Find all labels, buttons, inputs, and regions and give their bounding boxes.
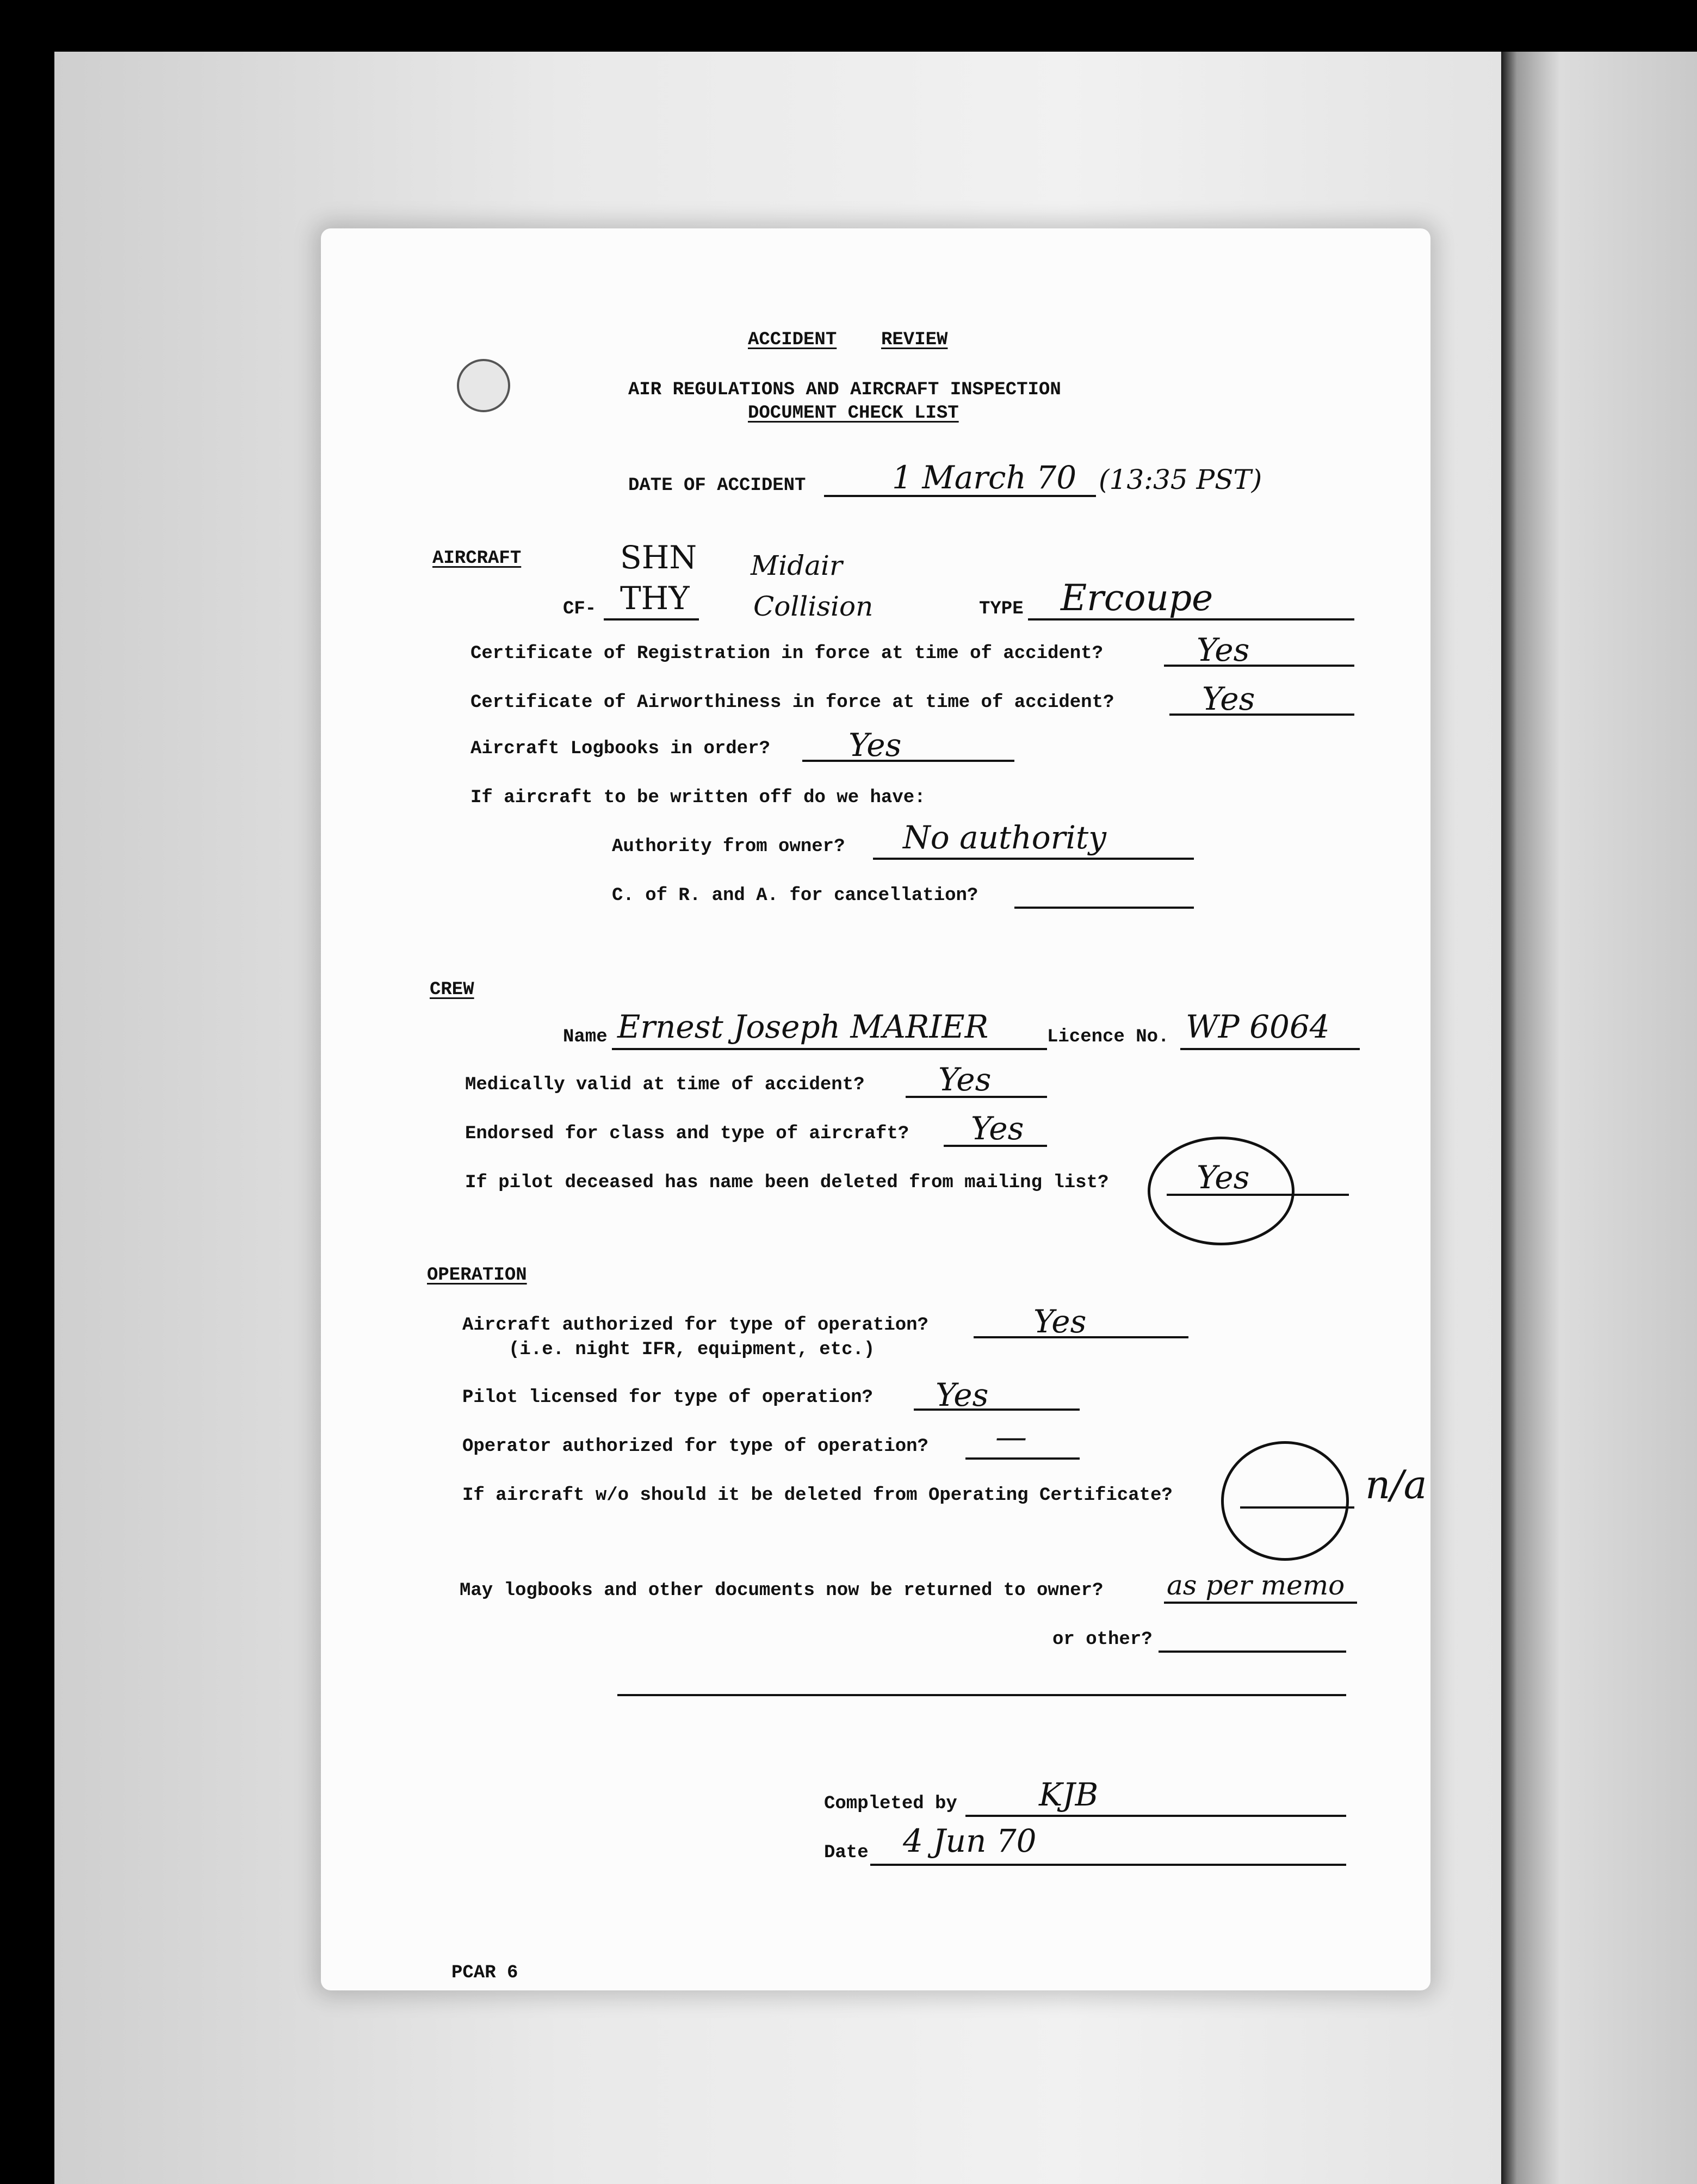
a-airworthiness-line (1169, 713, 1354, 716)
completed-by-line (965, 1815, 1346, 1817)
type-label: TYPE (979, 599, 1024, 619)
completed-by-label: Completed by (824, 1794, 957, 1814)
a-logbooks: Yes (848, 727, 902, 764)
a-registration: Yes (1197, 631, 1250, 668)
q-operator-auth: Operator authorized for type of operation? (462, 1436, 928, 1457)
name-line (612, 1048, 1047, 1050)
q-pilot-licensed: Pilot licensed for type of operation? (462, 1387, 873, 1408)
a-airworthiness: Yes (1202, 680, 1255, 717)
date-of-accident-label: DATE OF ACCIDENT (628, 475, 806, 496)
section-operation-heading: OPERATION (427, 1265, 527, 1286)
q-deleted-oc: If aircraft w/o should it be deleted from Operating Certificate? (462, 1485, 1173, 1506)
a-authority: No authority (903, 819, 1106, 856)
a-cancellation-line (1014, 907, 1194, 909)
form-sheet (321, 228, 1430, 1990)
a-aircraft-auth: Yes (1033, 1303, 1087, 1340)
registration-value-2: THY (620, 580, 690, 617)
a-pilot-licensed: Yes (936, 1376, 989, 1413)
subtitle-line2: DOCUMENT CHECK LIST (748, 403, 959, 424)
a-deceased: Yes (1197, 1159, 1250, 1196)
title-review: REVIEW (881, 330, 948, 350)
circled-struck-answer (1221, 1441, 1349, 1561)
form-code: PCAR 6 (451, 1963, 518, 1983)
type-value: Ercoupe (1061, 577, 1213, 619)
q-written-off: If aircraft to be written off do we have: (470, 787, 926, 808)
a-medical: Yes (938, 1061, 992, 1098)
licence-label: Licence No. (1047, 1027, 1169, 1047)
date-of-accident-time: (13:35 PST) (1099, 464, 1262, 495)
q-aircraft-auth: Aircraft authorized for type of operation? (462, 1315, 928, 1336)
registration-line (604, 618, 699, 621)
name-label: Name (563, 1027, 608, 1047)
q-logbooks: Aircraft Logbooks in order? (470, 739, 770, 759)
q-airworthiness: Certificate of Airworthiness in force at time of accident? (470, 692, 1114, 713)
a-or-other-line (1159, 1651, 1346, 1653)
q-endorsed: Endorsed for class and type of aircraft? (465, 1124, 909, 1144)
a-operator-auth-line (965, 1457, 1080, 1460)
q-or-other: or other? (1052, 1629, 1153, 1650)
section-crew-heading: CREW (430, 979, 474, 1000)
completion-date-label: Date (824, 1842, 869, 1863)
registration-value-1: SHN (620, 539, 697, 576)
q-authority: Authority from owner? (612, 836, 845, 857)
registration-prefix: CF- (563, 599, 597, 619)
completed-by-value: KJB (1039, 1776, 1099, 1813)
q-cancellation: C. of R. and A. for cancellation? (612, 885, 978, 906)
backing-sheet-edge (1501, 52, 1697, 2184)
q-deceased: If pilot deceased has name been deleted from mailing list? (465, 1172, 1109, 1193)
a-endorsed: Yes (971, 1110, 1024, 1147)
a-operator-auth: — (995, 1418, 1027, 1455)
blank-line (617, 1694, 1346, 1696)
subtitle-line1: AIR REGULATIONS AND AIRCRAFT INSPECTION (628, 380, 1061, 400)
a-deleted-oc: n/a (1365, 1462, 1427, 1507)
section-aircraft-heading: AIRCRAFT (432, 548, 522, 569)
q-registration: Certificate of Registration in force at time of accident? (470, 643, 1103, 664)
midair-note: Midair (751, 550, 843, 581)
q-logbooks-returned: May logbooks and other documents now be returned to owner? (460, 1580, 1104, 1601)
a-logbooks-returned: as per memo (1167, 1569, 1345, 1601)
title-accident: ACCIDENT (748, 330, 837, 350)
name-value: Ernest Joseph MARIER (617, 1008, 989, 1045)
q-aircraft-auth-note: (i.e. night IFR, equipment, etc.) (509, 1339, 875, 1360)
a-logbooks-line (802, 760, 1014, 762)
q-medical: Medically valid at time of accident? (465, 1075, 865, 1095)
completion-date-value: 4 Jun 70 (903, 1822, 1037, 1859)
a-logbooks-returned-line (1164, 1602, 1357, 1604)
licence-value: WP 6064 (1186, 1008, 1330, 1045)
a-authority-line (873, 858, 1194, 860)
completion-date-line (870, 1864, 1346, 1866)
date-of-accident-value: 1 March 70 (892, 459, 1077, 496)
a-registration-line (1164, 665, 1354, 667)
punch-hole (457, 359, 510, 412)
collision-note: Collision (753, 591, 874, 622)
licence-line (1180, 1048, 1360, 1050)
